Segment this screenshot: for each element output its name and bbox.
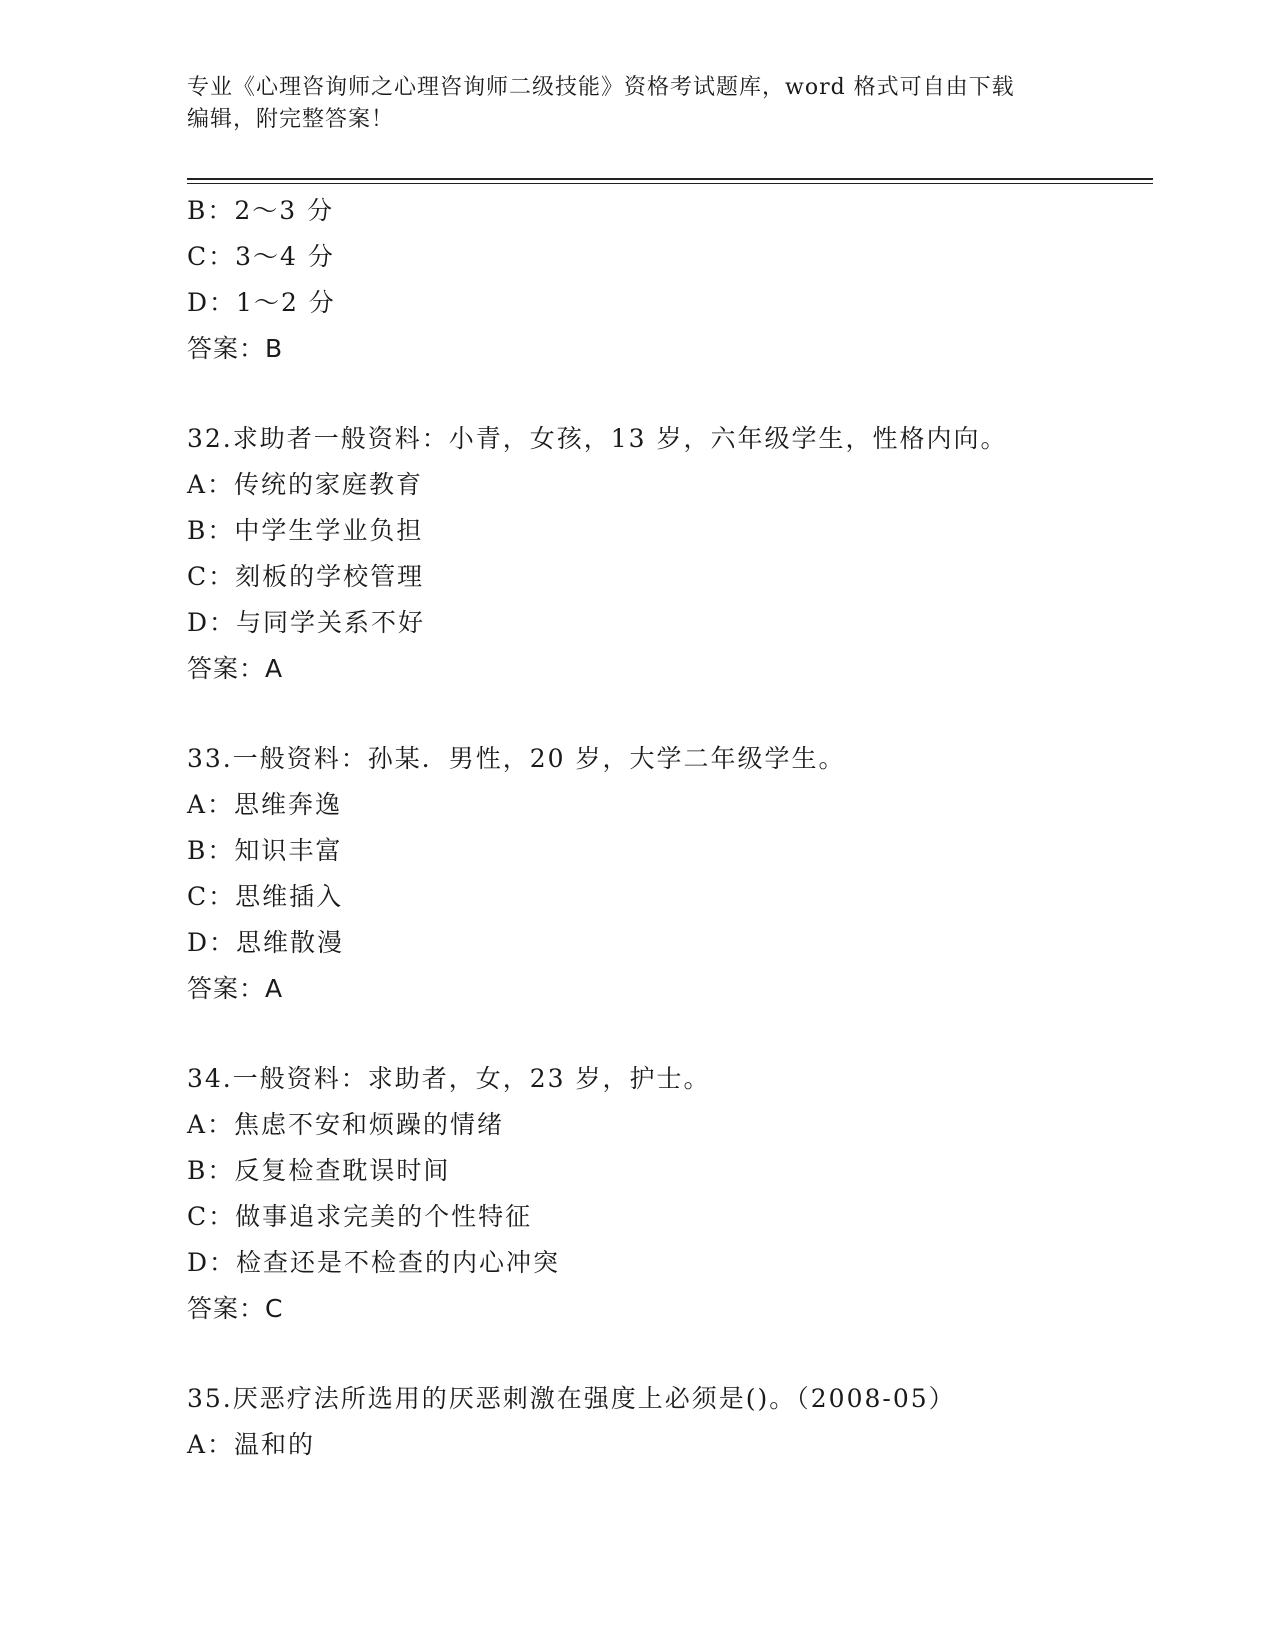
spacer xyxy=(187,692,1153,736)
option-a: A：传统的家庭教育 xyxy=(187,470,424,499)
question-block-35 xyxy=(187,1376,1153,1468)
option-b: B：知识丰富 xyxy=(187,836,343,865)
answer-line: 答案：A xyxy=(187,654,284,683)
question-stem: 33.一般资料：孙某．男性，20 岁，大学二年级学生。 xyxy=(187,744,846,773)
question-stem: 32.求助者一般资料：小青，女孩，13 岁，六年级学生，性格内向。 xyxy=(187,424,1008,453)
option-d: D：与同学关系不好 xyxy=(187,608,426,637)
answer-line: 答案：B xyxy=(187,334,284,363)
answer-line: 答案：A xyxy=(187,974,284,1003)
option-a: A：思维奔逸 xyxy=(187,790,343,819)
question-block-34 xyxy=(187,1056,1153,1332)
question-block-33 xyxy=(187,736,1153,1012)
document-header xyxy=(187,72,1067,136)
header-line-2: 编辑，附完整答案！ xyxy=(187,107,395,132)
answer-line: 答案：C xyxy=(187,1294,284,1323)
option-b: B：反复检查耽误时间 xyxy=(187,1156,451,1185)
question-block-31 xyxy=(187,188,1153,372)
header-line-1: 专业《心理咨询师之心理咨询师二级技能》资格考试题库，word 格式可自由下载 xyxy=(187,75,1015,100)
option-b: B：2～3 分 xyxy=(187,196,335,225)
question-list xyxy=(187,188,1153,1468)
option-d: D：检查还是不检查的内心冲突 xyxy=(187,1248,561,1277)
question-stem: 34.一般资料：求助者，女，23 岁，护士。 xyxy=(187,1064,711,1093)
question-stem: 35.厌恶疗法所选用的厌恶刺激在强度上必须是()。（2008-05） xyxy=(187,1384,956,1413)
option-d: D：思维散漫 xyxy=(187,928,345,957)
option-b: B：中学生学业负担 xyxy=(187,516,424,545)
spacer xyxy=(187,1332,1153,1376)
spacer xyxy=(187,1012,1153,1056)
header-divider-thin xyxy=(187,183,1153,184)
option-c: C：思维插入 xyxy=(187,882,344,911)
header-divider-thick xyxy=(187,178,1153,180)
option-a: A：焦虑不安和烦躁的情绪 xyxy=(187,1110,505,1139)
question-block-32 xyxy=(187,416,1153,692)
option-c: C：做事追求完美的个性特征 xyxy=(187,1202,533,1231)
option-d: D：1～2 分 xyxy=(187,288,336,317)
option-a: A：温和的 xyxy=(187,1430,316,1459)
spacer xyxy=(187,372,1153,416)
option-c: C：3～4 分 xyxy=(187,242,335,271)
option-c: C：刻板的学校管理 xyxy=(187,562,425,591)
